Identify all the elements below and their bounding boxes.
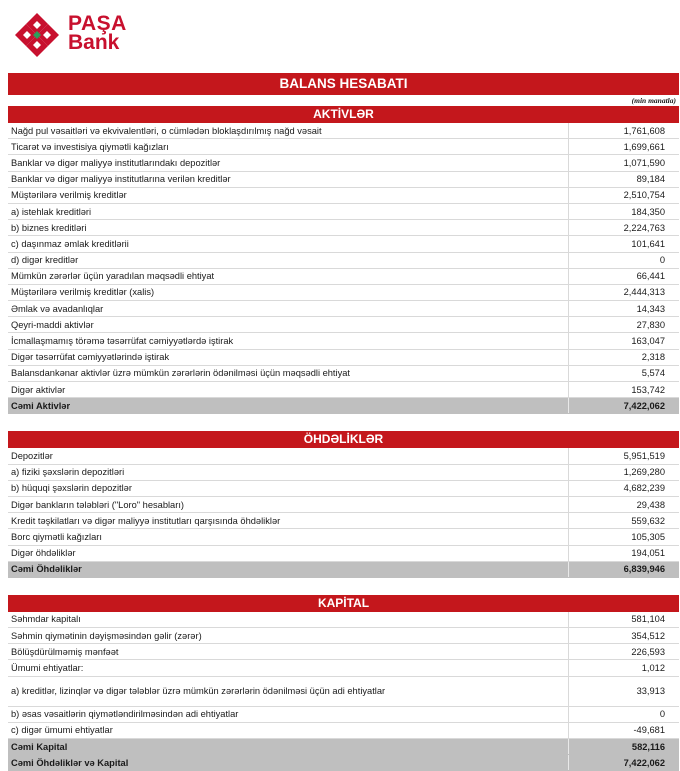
total-row xyxy=(8,739,679,755)
row-label: b) biznes kreditləri xyxy=(8,220,569,236)
row-value: 0 xyxy=(569,252,680,268)
row-label: Müştərilərə verilmiş kreditlər xyxy=(8,187,569,203)
row-label: Digər bankların tələbləri ("Loro" hesabları) xyxy=(8,496,569,512)
table-row xyxy=(8,284,679,300)
row-label: Depozitlər xyxy=(8,448,569,464)
table-row xyxy=(8,628,679,644)
row-value: 581,104 xyxy=(569,612,680,628)
row-label: Digər təsərrüfat cəmiyyətlərində iştirak xyxy=(8,349,569,365)
total-row xyxy=(8,755,679,771)
row-value: 66,441 xyxy=(569,268,680,284)
row-value: 1,699,661 xyxy=(569,139,680,155)
row-label: a) istehlak kreditləri xyxy=(8,203,569,219)
unit-note: (min manatla) xyxy=(631,96,676,105)
row-label: Cəmi Öhdəliklər xyxy=(8,561,569,577)
row-value: 14,343 xyxy=(569,301,680,317)
table-row xyxy=(8,644,679,660)
row-label: Ümumi ehtiyatlar: xyxy=(8,660,569,676)
row-label: Nağd pul vəsaitləri və ekvivalentləri, o cümlədən bloklaşdırılmış nağd vəsait xyxy=(8,123,569,139)
row-value: 4,682,239 xyxy=(569,480,680,496)
row-label: Cəmi Öhdəliklər və Kapital xyxy=(8,755,569,771)
row-label: Əmlak və avadanlıqlar xyxy=(8,301,569,317)
table-row xyxy=(8,220,679,236)
table-row xyxy=(8,513,679,529)
assets-table xyxy=(8,123,679,414)
table-row xyxy=(8,612,679,628)
table-row xyxy=(8,722,679,738)
row-value: 0 xyxy=(569,706,680,722)
row-label: c) digər ümumi ehtiyatlar xyxy=(8,722,569,738)
row-label: d) digər kreditlər xyxy=(8,252,569,268)
capital-table xyxy=(8,612,679,771)
row-value: 194,051 xyxy=(569,545,680,561)
total-row xyxy=(8,561,679,577)
balance-sheet xyxy=(8,70,679,771)
table-row xyxy=(8,171,679,187)
table-row xyxy=(8,365,679,381)
row-value: 6,839,946 xyxy=(569,561,680,577)
row-value: 1,269,280 xyxy=(569,464,680,480)
pasha-bank-logo xyxy=(14,12,134,62)
brand-name-line2: Bank xyxy=(68,31,120,54)
page-title: BALANS HESABATI xyxy=(8,73,679,95)
row-value: 105,305 xyxy=(569,529,680,545)
row-value: 226,593 xyxy=(569,644,680,660)
table-row xyxy=(8,349,679,365)
row-label: b) əsas vəsaitlərin qiymətləndirilməsindən adi ehtiyatlar xyxy=(8,706,569,722)
total-row xyxy=(8,398,679,414)
section-heading-liabilities: ÖHDƏLİKLƏR xyxy=(8,431,679,448)
row-value: 163,047 xyxy=(569,333,680,349)
row-label: Banklar və digər maliyyə institutlarına verilən kreditlər xyxy=(8,171,569,187)
row-value: 5,951,519 xyxy=(569,448,680,464)
table-row xyxy=(8,317,679,333)
row-value: 582,116 xyxy=(569,739,680,755)
table-row xyxy=(8,529,679,545)
liabilities-table xyxy=(8,448,679,578)
table-row xyxy=(8,382,679,398)
table-row xyxy=(8,333,679,349)
row-label: Cəmi Aktivlər xyxy=(8,398,569,414)
row-label: Səhmdar kapitalı xyxy=(8,612,569,628)
row-value: 29,438 xyxy=(569,496,680,512)
table-row xyxy=(8,187,679,203)
table-row xyxy=(8,301,679,317)
pasha-bank-logo-mark-icon xyxy=(14,12,60,58)
row-value: 1,761,608 xyxy=(569,123,680,139)
table-row xyxy=(8,545,679,561)
row-label: Digər aktivlər xyxy=(8,382,569,398)
row-label: Ticarət və investisiya qiymətli kağızları xyxy=(8,139,569,155)
row-value: 27,830 xyxy=(569,317,680,333)
row-value: 184,350 xyxy=(569,203,680,219)
row-value: 559,632 xyxy=(569,513,680,529)
table-row xyxy=(8,268,679,284)
table-row xyxy=(8,139,679,155)
row-label: Banklar və digər maliyyə institutlarındakı depozitlər xyxy=(8,155,569,171)
row-label: Səhmin qiymətinin dəyişməsindən gəlir (zərər) xyxy=(8,628,569,644)
table-row xyxy=(8,448,679,464)
row-label: b) hüquqi şəxslərin depozitlər xyxy=(8,480,569,496)
row-value: 2,444,313 xyxy=(569,284,680,300)
row-value: -49,681 xyxy=(569,722,680,738)
row-label: Cəmi Kapital xyxy=(8,739,569,755)
section-heading-capital: KAPİTAL xyxy=(8,595,679,612)
row-label: İcmallaşmamış törəmə təsərrüfat cəmiyyətlərdə iştirak xyxy=(8,333,569,349)
table-row xyxy=(8,464,679,480)
row-value: 7,422,062 xyxy=(569,755,680,771)
row-label: Digər öhdəliklər xyxy=(8,545,569,561)
table-row xyxy=(8,496,679,512)
row-label: c) daşınmaz əmlak kreditlərii xyxy=(8,236,569,252)
row-value: 2,510,754 xyxy=(569,187,680,203)
row-value: 33,913 xyxy=(569,676,680,706)
table-row xyxy=(8,480,679,496)
table-row xyxy=(8,236,679,252)
row-label: a) fiziki şəxslərin depozitləri xyxy=(8,464,569,480)
row-value: 5,574 xyxy=(569,365,680,381)
row-value: 153,742 xyxy=(569,382,680,398)
section-heading-assets: AKTİVLƏR xyxy=(8,106,679,123)
row-label: Kredit təşkilatları və digər maliyyə institutları qarşısında öhdəliklər xyxy=(8,513,569,529)
brand-name-line1: PAŞA xyxy=(68,12,127,35)
row-label: Balansdankənar aktivlər üzrə mümkün zərərlərin ödənilməsi üçün məqsədli ehtiyat xyxy=(8,365,569,381)
row-label: Müştərilərə verilmiş kreditlər (xalis) xyxy=(8,284,569,300)
table-row xyxy=(8,252,679,268)
row-value: 89,184 xyxy=(569,171,680,187)
row-value: 101,641 xyxy=(569,236,680,252)
table-row xyxy=(8,123,679,139)
table-row xyxy=(8,676,679,706)
row-label: Qeyri-maddi aktivlər xyxy=(8,317,569,333)
table-row xyxy=(8,706,679,722)
row-label: a) kreditlər, lizinqlər və digər tələblər üzrə mümkün zərərlərin ödənilməsi üçün adi ehtiyatlar xyxy=(8,676,569,706)
row-value: 1,012 xyxy=(569,660,680,676)
table-row xyxy=(8,660,679,676)
row-label: Borc qiymətli kağızları xyxy=(8,529,569,545)
row-label: Mümkün zərərlər üçün yaradılan məqsədli ehtiyat xyxy=(8,268,569,284)
row-value: 7,422,062 xyxy=(569,398,680,414)
row-value: 2,224,763 xyxy=(569,220,680,236)
row-label: Bölüşdürülməmiş mənfəət xyxy=(8,644,569,660)
table-row xyxy=(8,203,679,219)
row-value: 1,071,590 xyxy=(569,155,680,171)
row-value: 2,318 xyxy=(569,349,680,365)
row-value: 354,512 xyxy=(569,628,680,644)
table-row xyxy=(8,155,679,171)
